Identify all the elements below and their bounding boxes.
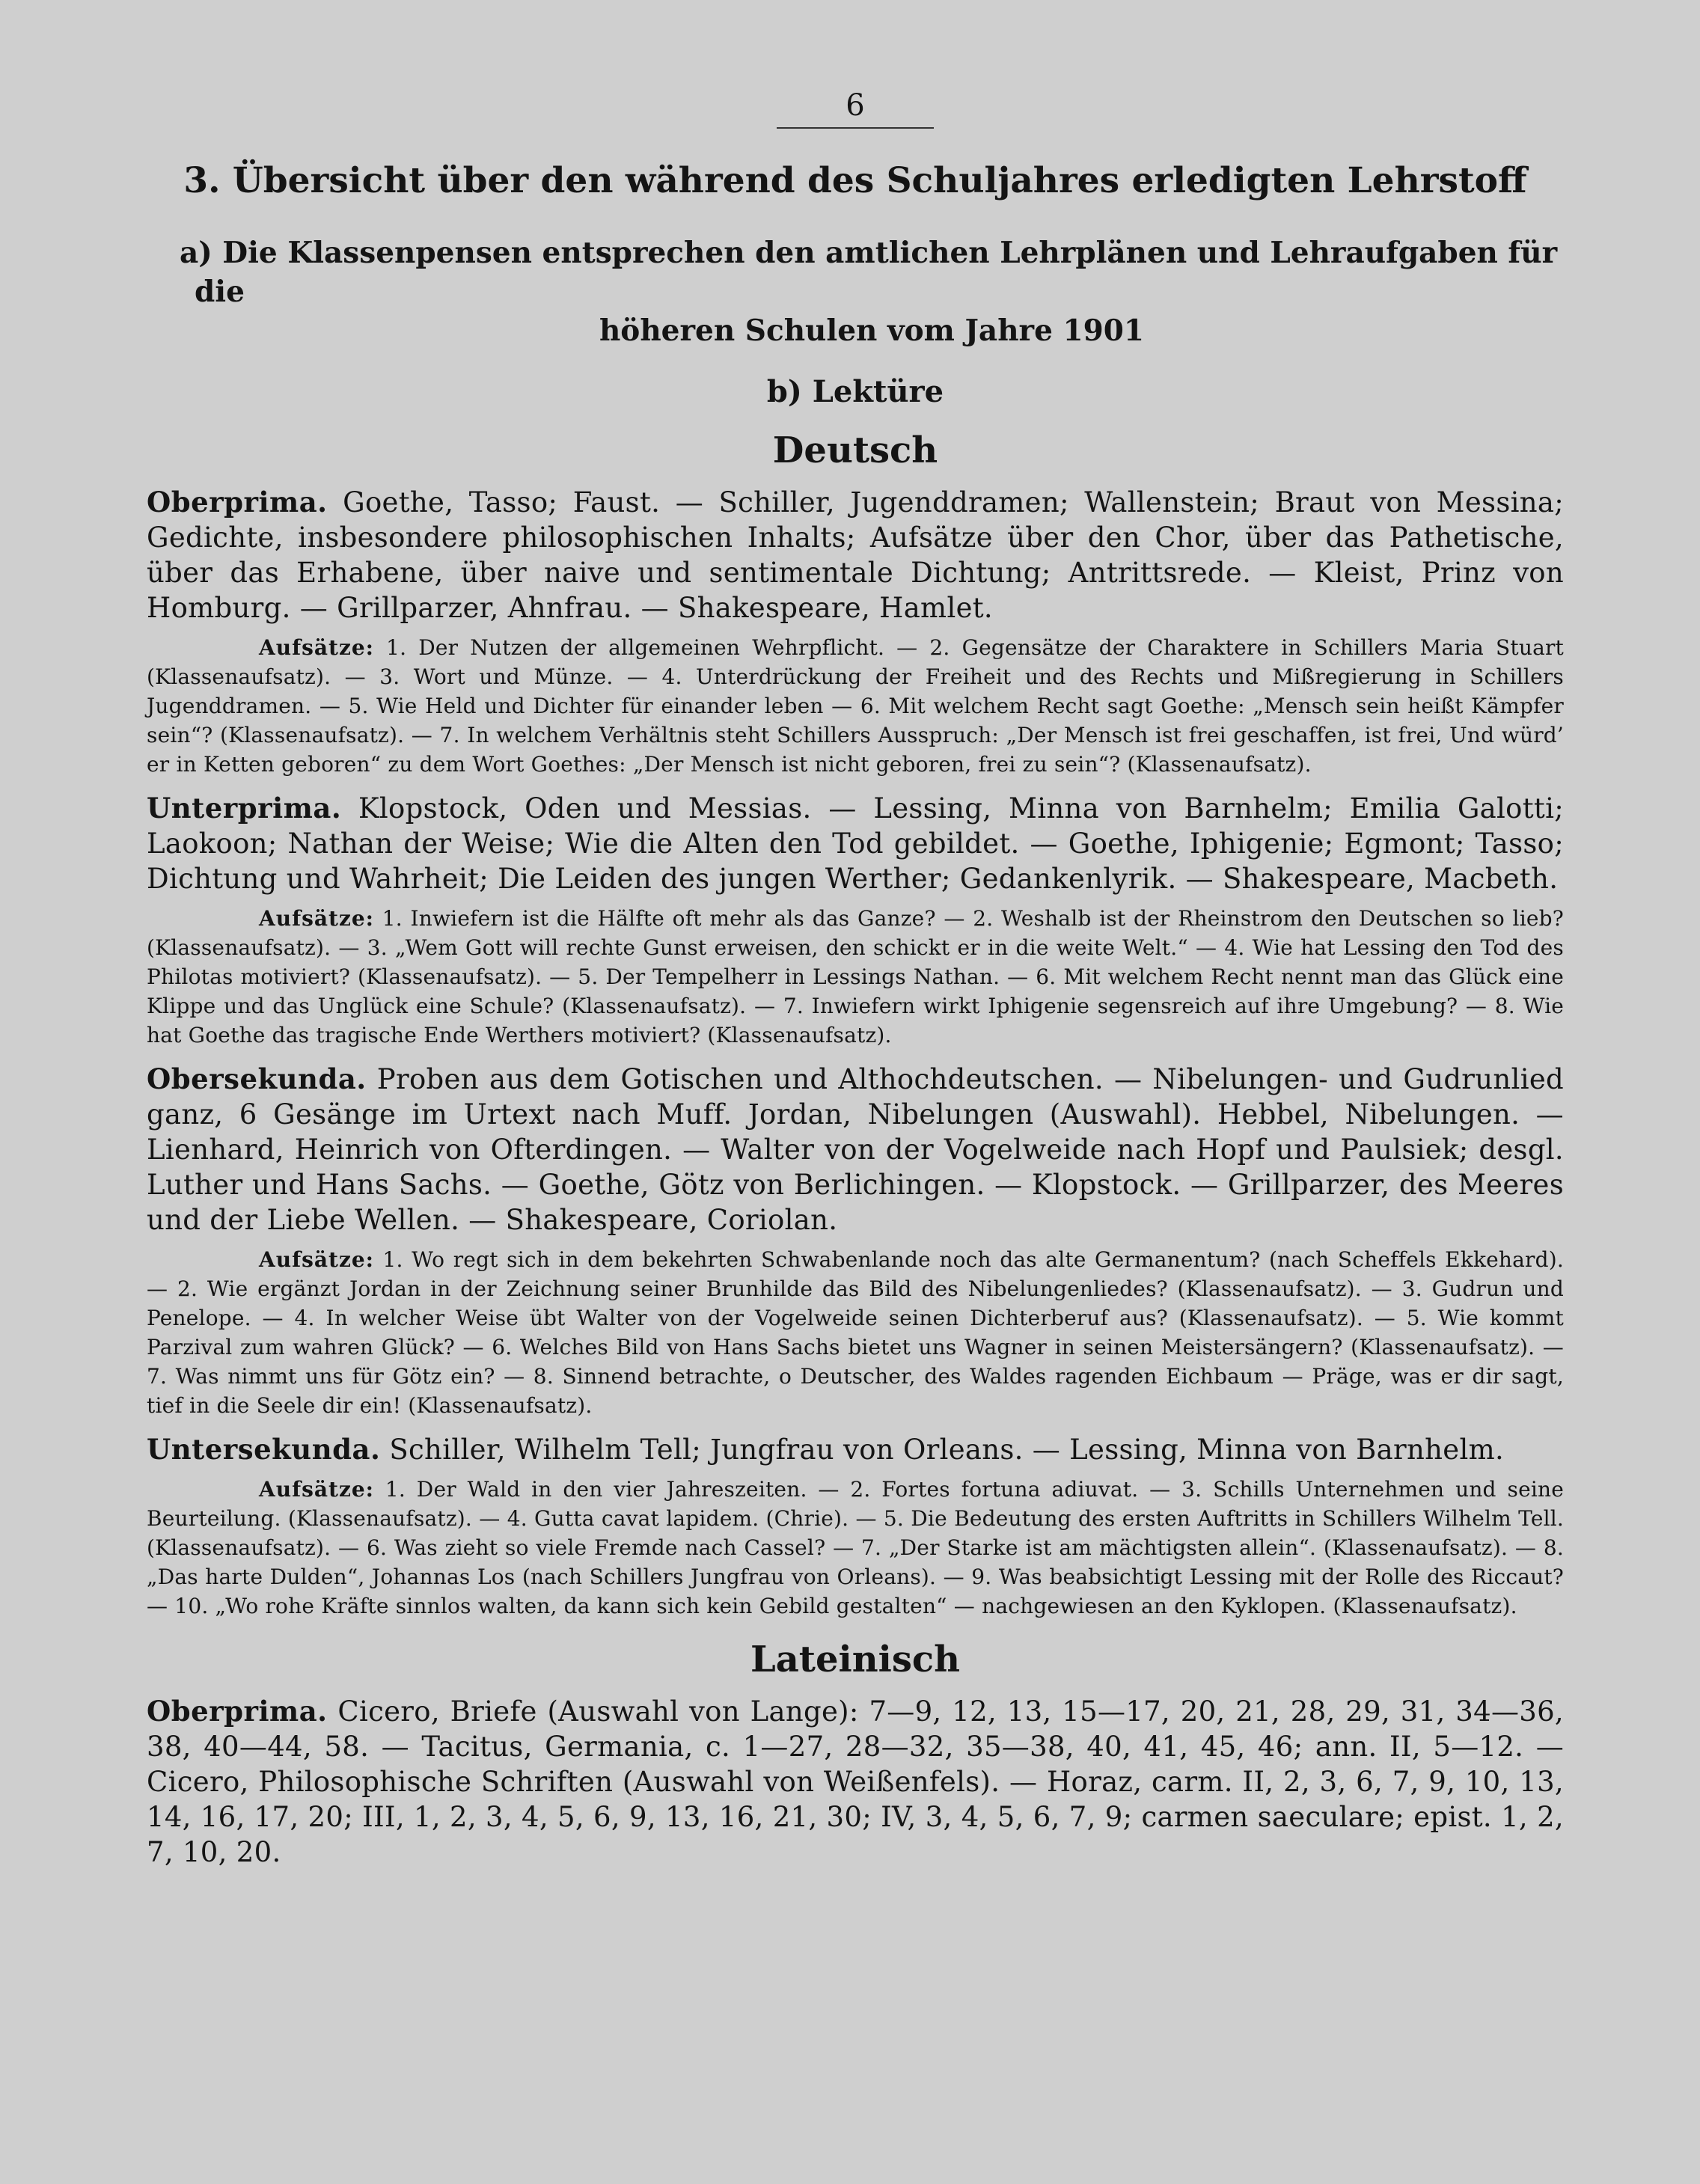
reading-list: Proben aus dem Gotischen und Althochdeutschen. — Nibelungen- und Gudrunlied ganz, 6 Gesänge im Urtext nach Muff. Jordan, Nibelungen (Auswahl). Hebbel, Nibelungen. — Lienhard, Heinrich von Ofterdingen. — Walter von der Vogelweide nach Hopf und Paulsiek; desgl. Luther und Hans Sachs. — Goethe, Götz von Berlichingen. — Klopstock. — Grillparzer, des Meeres und der Liebe Wellen. — Shakespeare, Coriolan.	[147, 1063, 1565, 1236]
page-number-rule	[777, 127, 934, 129]
latein-oberprima-reading	[147, 1694, 1564, 1870]
essays-list: 1. Wo regt sich in dem bekehrten Schwabenlande noch das alte Germanentum? (nach Scheffels Ekkehard). — 2. Wie ergänzt Jordan in der Zeichnung seiner Brunhilde das Bild des Nibelungenliedes? (Klassenaufsatz). — 3. Gudrun und Penelope. — 4. In welcher Weise übt Walter von der Vogelweide seinen Dichterberuf aus? (Klassenaufsatz). — 5. Wie kommt Parzival zum wahren Glück? — 6. Welches Bild von Hans Sachs bietet uns Wagner in seinen Meistersängern? (Klassenaufsatz). — 7. Was nimmt uns für Götz ein? — 8. Sinnend betrachte, o Deutscher, des Waldes ragenden Eichbaum — Präge, was er dir sagt, tief in die Seele dir ein! (Klassenaufsatz).	[147, 1247, 1564, 1418]
deutsch-untersekunda-reading	[147, 1432, 1564, 1467]
section-a-line2: höheren Schulen vom Jahre 1901	[599, 313, 1145, 348]
deutsch-heading: Deutsch	[772, 429, 938, 471]
reading-list: Cicero, Briefe (Auswahl von Lange): 7—9, 12, 13, 15—17, 20, 21, 28, 29, 31, 34—36, 38, 40—44, 58. — Tacitus, Germania, c. 1—27, 28—32, 35—38, 40, 41, 45, 46; ann. II, 5—12. — Cicero, Philosophische Schriften (Auswahl von Weißenfels). — Horaz, carm. II, 2, 3, 6, 7, 9, 10, 13, 14, 16, 17, 20; III, 1, 2, 3, 4, 5, 6, 9, 13, 16, 21, 30; IV, 3, 4, 5, 6, 7, 9; carmen saeculare; epist. 1, 2, 7, 10, 20.	[147, 1695, 1564, 1868]
deutsch-oberprima-reading	[147, 485, 1564, 625]
reading-list: Klopstock, Oden und Messias. — Lessing, Minna von Barnhelm; Emilia Galotti; Laokoon; Nathan der Weise; Wie die Alten den Tod gebildet. — Goethe, Iphigenie; Egmont; Tasso; Dichtung und Wahrheit; Die Leiden des jungen Werther; Gedankenlyrik. — Shakespeare, Macbeth.	[147, 792, 1564, 895]
section-b-heading: b) Lektüre	[766, 374, 944, 409]
grade-label: Unterprima.	[147, 792, 342, 825]
reading-list: Schiller, Wilhelm Tell; Jungfrau von Orleans. — Lessing, Minna von Barnhelm.	[389, 1434, 1505, 1466]
essays-label: Aufsätze:	[259, 1477, 375, 1502]
essays-list: 1. Der Wald in den vier Jahreszeiten. — 2. Fortes fortuna adiuvat. — 3. Schills Unternehmen und seine Beurteilung. (Klassenaufsatz). — 4. Gutta cavat lapidem. (Chrie). — 5. Die Bedeutung des ersten Auftritts in Schillers Wilhelm Tell. (Klassenaufsatz). — 6. Was zieht so viele Fremde nach Cassel? — 7. „Der Starke ist am mächtigsten allein“. (Klassenaufsatz). — 8. „Das harte Dulden“, Johannas Los (nach Schillers Jungfrau von Orleans). — 9. Was beabsichtigt Lessing mit der Rolle des Riccaut? — 10. „Wo rohe Kräfte sinnlos walten, da kann sich kein Gebild gestalten“ — nachgewiesen an den Kyklopen. (Klassenaufsatz).	[147, 1477, 1564, 1618]
deutsch-unterprima-essays	[147, 904, 1564, 1050]
essays-label: Aufsätze:	[259, 1247, 375, 1272]
deutsch-oberprima-essays	[147, 633, 1564, 779]
grade-label: Untersekunda.	[147, 1433, 381, 1466]
deutsch-obersekunda-reading	[147, 1062, 1564, 1238]
section-a-line1: a) Die Klassenpensen entsprechen den amtlichen Lehrplänen und Lehraufgaben für die	[180, 236, 1558, 309]
grade-label: Oberprima.	[147, 1695, 328, 1728]
essays-label: Aufsätze:	[259, 635, 375, 660]
latein-heading: Lateinisch	[750, 1639, 961, 1680]
deutsch-unterprima-reading	[147, 791, 1564, 896]
grade-label: Obersekunda.	[147, 1062, 367, 1095]
grade-label: Oberprima.	[147, 486, 328, 519]
essays-list: 1. Inwiefern ist die Hälfte oft mehr als das Ganze? — 2. Weshalb ist der Rheinstrom den Deutschen so lieb? (Klassenaufsatz). — 3. „Wem Gott will rechte Gunst erweisen, den schickt er in die weite Welt.“ — 4. Wie hat Lessing den Tod des Philotas motiviert? (Klassenaufsatz). — 5. Der Tempelherr in Lessings Nathan. — 6. Mit welchem Recht nennt man das Glück eine Klippe und das Unglück eine Schule? (Klassenaufsatz). — 7. Inwiefern wirkt Iphigenie segensreich auf ihre Umgebung? — 8. Wie hat Goethe das tragische Ende Werthers motiviert? (Klassenaufsatz).	[147, 906, 1564, 1047]
essays-label: Aufsätze:	[259, 906, 375, 931]
page-number: 6	[846, 88, 865, 123]
section-a	[180, 233, 1564, 350]
deutsch-untersekunda-essays	[147, 1475, 1564, 1621]
deutsch-obersekunda-essays	[147, 1245, 1564, 1420]
reading-list: Goethe, Tasso; Faust. — Schiller, Jugenddramen; Wallenstein; Braut von Messina; Gedichte, insbesondere philosophischen Inhalts; Aufsätze über den Chor, über das Pathetische, über das Erhabene, über naive und sentimentale Dichtung; Antrittsrede. — Kleist, Prinz von Homburg. — Grillparzer, Ahnfrau. — Shakespeare, Hamlet.	[147, 486, 1564, 624]
section-title: 3. Übersicht über den während des Schuljahres erledigten Lehrstoff	[183, 160, 1527, 201]
essays-list: 1. Der Nutzen der allgemeinen Wehrpflicht. — 2. Gegensätze der Charaktere in Schillers Maria Stuart (Klassenaufsatz). — 3. Wort und Münze. — 4. Unterdrückung der Freiheit und des Rechts und Mißregierung in Schillers Jugenddramen. — 5. Wie Held und Dichter für einander leben — 6. Mit welchem Recht sagt Goethe: „Mensch sein heißt Kämpfer sein“? (Klassenaufsatz). — 7. In welchem Verhältnis steht Schillers Ausspruch: „Der Mensch ist frei geschaffen, ist frei, Und würd’ er in Ketten geboren“ zu dem Wort Goethes: „Der Mensch ist nicht geboren, frei zu sein“? (Klassenaufsatz).	[147, 635, 1564, 777]
